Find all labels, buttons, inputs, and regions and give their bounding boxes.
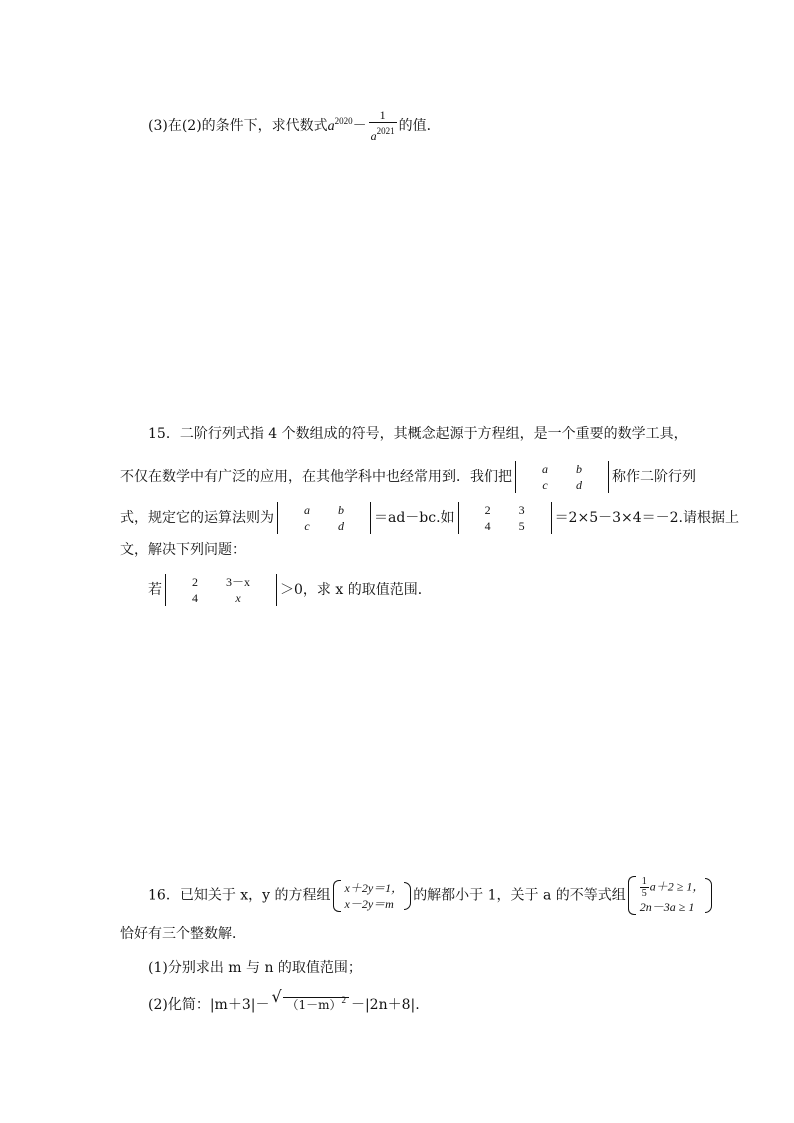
q15-line5: 若 2 3－x 4 x ＞0，求 x 的取值范围． xyxy=(148,575,432,605)
q14-base: a xyxy=(327,119,335,134)
determinant-abcd: a b c d xyxy=(515,461,609,493)
q14-minus: － xyxy=(352,118,367,134)
q16-line2: 恰好有三个整数解． xyxy=(120,926,246,942)
determinant-question: 2 3－x 4 x xyxy=(165,574,277,606)
q14-frac-den: $a^{2021}$ xyxy=(370,126,395,143)
q15-line2: 不仅在数学中有广泛的应用，在其他学科中也经常用到．我们把 a b c d 称作二阶行列 xyxy=(120,462,696,492)
determinant-example: 2 3 4 5 xyxy=(458,502,552,534)
sqrt-expression: √ $(1-m)^2$ xyxy=(271,990,349,1015)
q16-part2: (2)化简：|m＋3|－ √ $(1-m)^2 -|2n+8|$. xyxy=(148,987,420,1013)
inequality-system: $\frac{1}{5}$ a＋2 ≥ 1， 2n－3a ≥ 1 xyxy=(628,876,713,915)
q15-line3: 式，规定它的运算法则为 a b c d ＝ad－bc.如 2 3 4 5 ＝2×5－3×4＝－2.请根据上 xyxy=(120,503,740,533)
q16-part1: (1)分别求出 m 与 n 的取值范围； xyxy=(148,960,362,976)
determinant-rule: a b c d xyxy=(277,502,371,534)
q14-part3 xyxy=(148,108,441,144)
q14-fraction xyxy=(369,108,397,144)
q14-part3-suffix: 的值． xyxy=(398,118,441,134)
q16-line1: 16．已知关于 x，y 的方程组 x＋2y＝1， x－2y＝m 的解都小于 1，关于 a 的不等式组 $\frac{1}{5}$ a＋2 ≥ 1， 2n－3a ≥ 1 xyxy=(148,876,714,915)
q14-frac-num: 1 xyxy=(369,108,397,123)
q14-part3-prefix: (3)在(2)的条件下，求代数式 xyxy=(148,118,328,134)
q15-line1: 15．二阶行列式指 4 个数组成的符号，其概念起源于方程组，是一个重要的数学工具， xyxy=(148,426,688,442)
q15-line4: 文，解决下列问题： xyxy=(120,542,246,558)
equation-system: x＋2y＝1， x－2y＝m xyxy=(333,880,412,912)
q14-exp: 2020 xyxy=(334,116,353,126)
